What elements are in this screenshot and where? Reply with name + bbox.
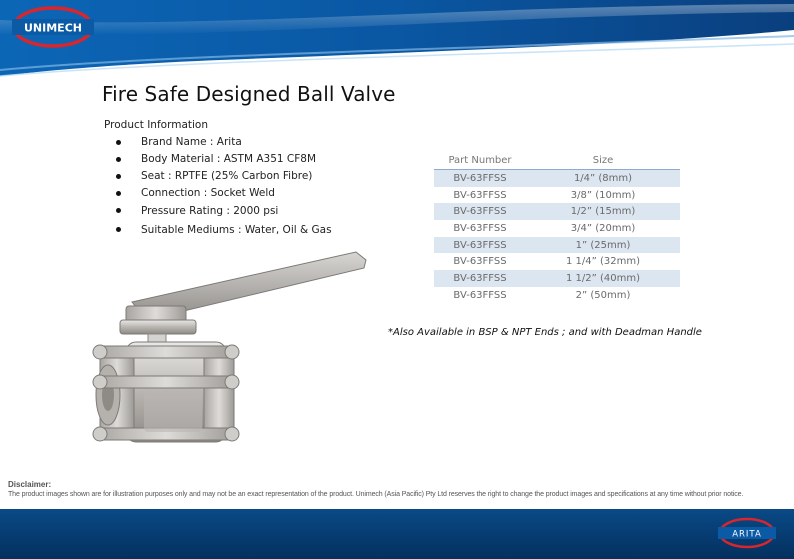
table-row bbox=[434, 203, 680, 220]
size-cell: 3/8” (10mm) bbox=[570, 189, 636, 201]
list-item bbox=[116, 134, 332, 151]
header-banner bbox=[0, 0, 794, 80]
part-number-cell: BV-63FFSS bbox=[434, 203, 526, 220]
ball-valve-image bbox=[86, 242, 370, 472]
bullet-icon bbox=[116, 191, 121, 196]
bullet-icon bbox=[116, 140, 121, 145]
unimech-logo-text: UNIMECH bbox=[24, 21, 82, 35]
size-cell: 3/4” (20mm) bbox=[570, 222, 636, 234]
bullet-icon bbox=[116, 174, 121, 179]
part-number-cell: BV-63FFSS bbox=[453, 189, 507, 201]
list-item-text: Connection : Socket Weld bbox=[141, 187, 275, 199]
list-item-text: Seat : RPTFE (25% Carbon Fibre) bbox=[141, 170, 313, 182]
table-header-row bbox=[434, 152, 680, 170]
part-number-cell: BV-63FFSS bbox=[453, 256, 507, 268]
table-row bbox=[434, 287, 680, 304]
size-cell: 1/2” (15mm) bbox=[526, 203, 680, 220]
list-item bbox=[116, 202, 332, 221]
part-number-cell: BV-63FFSS bbox=[453, 222, 507, 234]
arita-logo bbox=[718, 517, 776, 549]
product-info-list bbox=[116, 134, 332, 240]
list-item bbox=[116, 221, 332, 240]
list-item bbox=[116, 168, 332, 185]
page-title: Fire Safe Designed Ball Valve bbox=[102, 82, 396, 106]
list-item-text: Brand Name : Arita bbox=[141, 136, 242, 148]
part-number-cell: BV-63FFSS bbox=[434, 237, 526, 254]
bullet-icon bbox=[116, 157, 121, 162]
table-row bbox=[434, 270, 680, 287]
list-item-text: Body Material : ASTM A351 CF8M bbox=[141, 153, 317, 165]
unimech-logo bbox=[12, 6, 94, 48]
table-row bbox=[434, 187, 680, 204]
arita-logo-text: ARITA bbox=[732, 529, 762, 540]
size-cell: 1 1/4” (32mm) bbox=[565, 256, 640, 268]
table-row bbox=[434, 170, 680, 187]
list-item-text: Suitable Mediums : Water, Oil & Gas bbox=[141, 224, 332, 236]
availability-note: *Also Available in BSP & NPT Ends ; and with Deadman Handle bbox=[388, 327, 702, 338]
column-header-part-number: Part Number bbox=[448, 155, 512, 166]
list-item bbox=[116, 185, 332, 202]
disclaimer-text: The product images shown are for illustration purposes only and may not be an exact representation of the product. Unimech (Asia Pacific) Pty Ltd reserves the right to change the product images and specifications at any time without prior notice. bbox=[8, 491, 744, 498]
part-number-cell: BV-63FFSS bbox=[434, 270, 526, 287]
column-header-size: Size bbox=[592, 155, 614, 166]
table-row bbox=[434, 237, 680, 254]
spec-table bbox=[434, 152, 680, 304]
list-item-text: Pressure Rating : 2000 psi bbox=[141, 205, 279, 217]
bullet-icon bbox=[116, 208, 121, 213]
size-cell: 1” (25mm) bbox=[526, 237, 680, 254]
size-cell: 2” (50mm) bbox=[575, 289, 631, 301]
disclaimer-heading: Disclaimer: bbox=[8, 480, 52, 489]
footer-banner bbox=[0, 509, 794, 559]
table-row bbox=[434, 253, 680, 270]
table-row bbox=[434, 220, 680, 237]
part-number-cell: BV-63FFSS bbox=[453, 289, 507, 301]
size-cell: 1 1/2” (40mm) bbox=[526, 270, 680, 287]
size-cell: 1/4” (8mm) bbox=[526, 170, 680, 187]
part-number-cell: BV-63FFSS bbox=[434, 170, 526, 187]
bullet-icon bbox=[116, 227, 121, 232]
product-info-heading: Product Information bbox=[104, 119, 208, 131]
list-item bbox=[116, 151, 332, 168]
